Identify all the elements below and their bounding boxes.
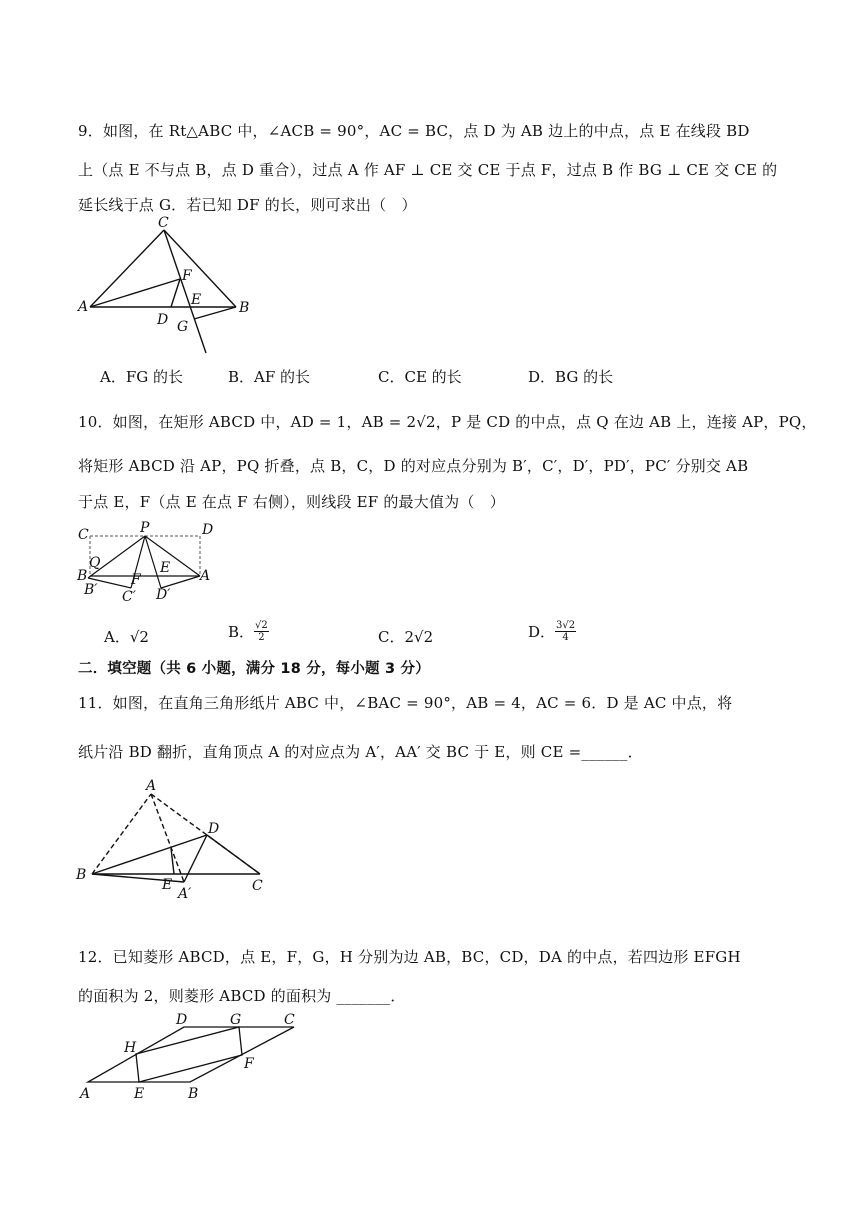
- q12-label-e: E: [134, 1086, 145, 1102]
- q9-label-a: A: [78, 299, 89, 315]
- q12-text-line-1: 12．已知菱形 ABCD，点 E，F，G，H 分别为边 AB，BC，CD，DA 的中点，若四边形 EFGH: [78, 948, 741, 966]
- q10-option-b-numerator: √2: [255, 620, 268, 631]
- q10-option-d-prefix: D．: [528, 623, 556, 641]
- q9-segment-bg: [194, 307, 236, 319]
- q10-option-d[interactable]: [528, 620, 576, 643]
- q10-option-d-numerator: 3√2: [556, 620, 576, 631]
- q10-label-f: F: [131, 572, 141, 588]
- q11-label-d: D: [208, 821, 220, 837]
- q11-label-a-prime: A′: [178, 886, 192, 902]
- q9-text-line-1: 9．如图，在 Rt△ABC 中，∠ACB = 90°，AC = BC，点 D 为 AB 边上的中点，点 E 在线段 BD: [78, 122, 750, 140]
- q10-text-line-1: 10．如图，在矩形 ABCD 中，AD = 1，AB = 2√2，P 是 CD 的中点，点 Q 在边 AB 上，连接 AP，PQ，: [78, 413, 817, 431]
- q12-quadrilateral-efgh: [136, 1027, 242, 1082]
- q9-figure: [78, 215, 278, 358]
- q9-options: [0, 366, 860, 388]
- q10-segment-pa: [145, 536, 200, 576]
- q9-label-g: G: [177, 319, 189, 335]
- q9-option-d[interactable]: D．BG 的长: [528, 368, 614, 386]
- q9-label-c: C: [158, 215, 169, 231]
- q10-text-line-3: 于点 E，F（点 E 在点 F 右侧），则线段 EF 的最大值为（ ）: [78, 493, 505, 511]
- q12-label-d: D: [176, 1012, 188, 1028]
- q10-label-d: D: [202, 522, 214, 538]
- q12-label-a: A: [80, 1086, 91, 1102]
- q10-segment-pd1: [145, 536, 161, 588]
- q10-label-q: Q: [89, 555, 101, 571]
- q12-text-line-2: 的面积为 2，则菱形 ABCD 的面积为 _______．: [78, 987, 406, 1005]
- q10-label-e: E: [160, 560, 171, 576]
- q9-text-line-3: 延长线于点 G．若已知 DF 的长，则可求出（ ）: [78, 196, 417, 214]
- q10-segment-qb1: [88, 572, 96, 578]
- q12-label-h: H: [124, 1040, 137, 1056]
- q9-option-c[interactable]: C．CE 的长: [378, 368, 462, 386]
- q10-options: [0, 620, 860, 654]
- q12-label-b: B: [188, 1086, 199, 1102]
- q10-figure: [76, 520, 226, 610]
- q11-text-line-1: 11．如图，在直角三角形纸片 ABC 中，∠BAC = 90°，AB = 4，AC = 6．D 是 AC 中点，将: [78, 694, 733, 712]
- q11-label-a: A: [146, 778, 157, 794]
- section-heading: 二．填空题（共 6 小题，满分 18 分，每小题 3 分）: [78, 661, 430, 677]
- q12-label-c: C: [284, 1012, 295, 1028]
- q11-segment-bd: [92, 835, 207, 874]
- q11-segment-ab: [92, 794, 151, 874]
- q10-option-b[interactable]: [228, 620, 269, 643]
- q9-label-f: F: [182, 268, 192, 284]
- q11-segment-dc: [207, 835, 260, 874]
- q11-segment-aa1: [151, 794, 184, 882]
- q10-segment-pq: [96, 536, 145, 572]
- q10-label-b-prime: B′: [84, 582, 98, 598]
- q9-option-a[interactable]: A．FG 的长: [100, 368, 183, 386]
- q11-segment-fold-marker: [171, 848, 174, 874]
- q10-option-d-denominator: 4: [562, 632, 569, 643]
- q9-label-e: E: [191, 292, 202, 308]
- q11-label-c: C: [252, 878, 263, 894]
- q11-label-e: E: [162, 877, 173, 893]
- q10-label-p: P: [140, 520, 150, 536]
- q11-label-b: B: [76, 867, 87, 883]
- q12-rhombus-abcd: [88, 1027, 294, 1082]
- q12-label-f: F: [244, 1056, 254, 1072]
- q9-text-line-2: 上（点 E 不与点 B，点 D 重合），过点 A 作 AF ⊥ CE 交 CE 于点 F，过点 B 作 BG ⊥ CE 交 CE 的: [78, 161, 778, 179]
- q12-label-g: G: [230, 1012, 242, 1028]
- q10-option-b-prefix: B．: [228, 623, 255, 641]
- q10-option-a[interactable]: A．√2: [104, 628, 149, 646]
- q10-label-b: B: [77, 568, 88, 584]
- q12-figure: [76, 1012, 316, 1102]
- q9-segment-fd: [171, 279, 180, 307]
- q10-option-b-fraction: [254, 620, 269, 643]
- q9-label-b: B: [239, 300, 250, 316]
- q11-text-line-2: 纸片沿 BD 翻折，直角顶点 A 的对应点为 A′，AA′ 交 BC 于 E，则 CE =______．: [78, 743, 643, 761]
- q9-option-b[interactable]: B．AF 的长: [228, 368, 311, 386]
- q10-label-d-prime: D′: [156, 587, 171, 603]
- q10-label-a: A: [200, 568, 211, 584]
- q10-option-c[interactable]: C．2√2: [378, 628, 434, 646]
- q9-label-d: D: [157, 312, 169, 328]
- q10-label-c: C: [78, 527, 89, 543]
- q10-text-line-2: 将矩形 ABCD 沿 AP，PQ 折叠，点 B，C，D 的对应点分别为 B′，C′，D′，PD′，PC′ 分别交 AB: [78, 457, 749, 475]
- q10-option-d-fraction: [555, 620, 576, 643]
- q10-option-b-denominator: 2: [258, 632, 265, 643]
- q10-label-c-prime: C′: [122, 589, 136, 605]
- q11-figure: [76, 778, 276, 908]
